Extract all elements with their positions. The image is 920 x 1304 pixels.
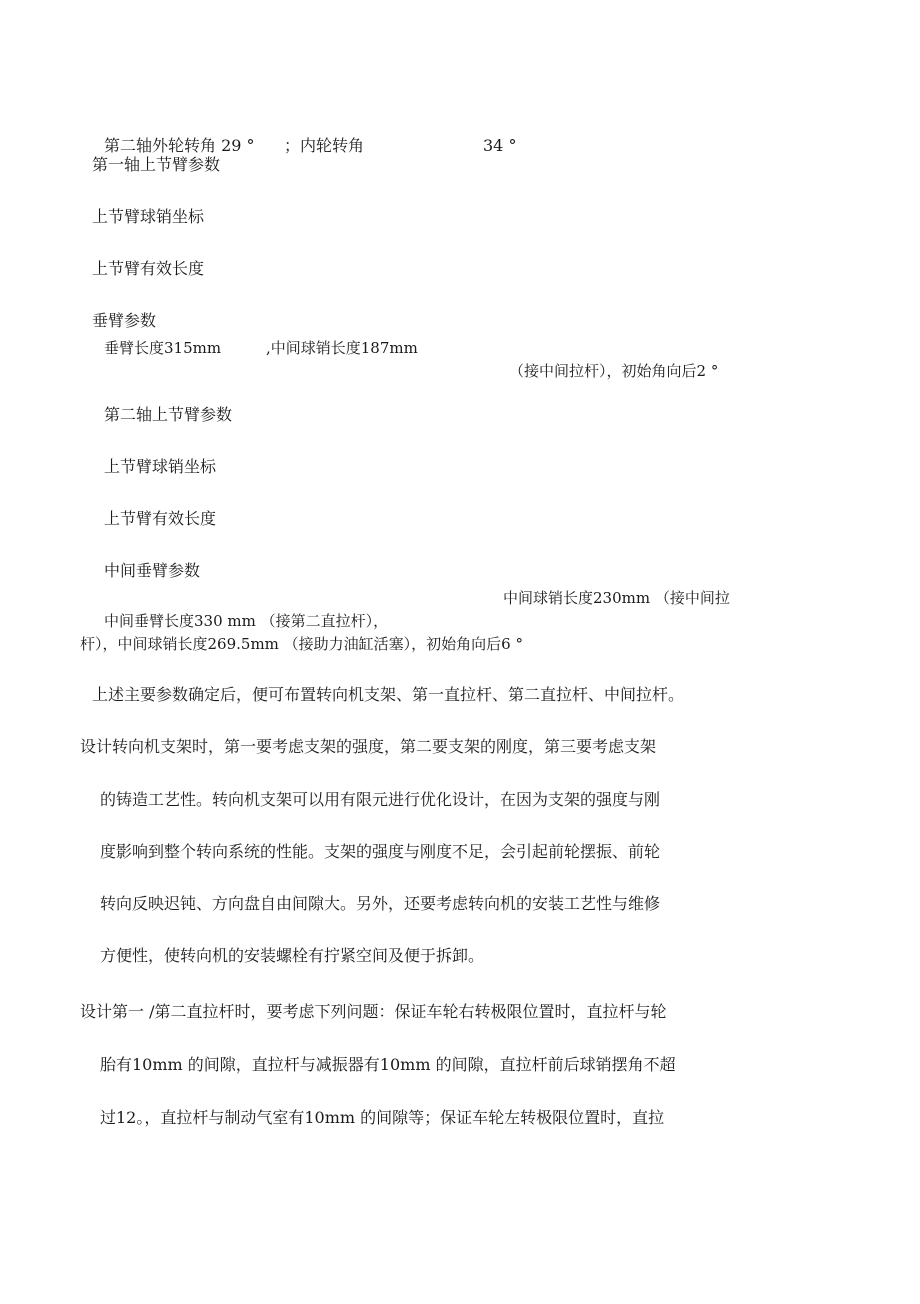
axle2-upper-arm-heading: 第二轴上节臂参数: [104, 405, 233, 424]
middle-drop-arm-continuation: 杆），中间球销长度269.5mm （接助力油缸活塞），初始角向后6 °: [80, 635, 523, 653]
bracket-paragraph-line: 的铸造工艺性。转向机支架可以用有限元进行优化设计，在因为支架的强度与刚: [100, 790, 661, 809]
tie-rod-paragraph-line: 胎有10mm 的间隙，直拉杆与减振器有10mm 的间隙，直拉杆前后球销摆角不超: [100, 1055, 676, 1074]
axle2-outer-angle: 第二轴外轮转角 29 °: [104, 136, 255, 155]
bracket-paragraph-line: 度影响到整个转向系统的性能。支架的强度与刚度不足，会引起前轮摆振、前轮: [100, 842, 661, 861]
drop-arm-continuation: （接中间拉杆），初始角向后2 °: [509, 362, 719, 380]
drop-arm-heading: 垂臂参数: [92, 311, 157, 330]
layout-intro-paragraph: 上述主要参数确定后，便可布置转向机支架、第一直拉杆、第二直拉杆、中间拉杆。: [92, 685, 685, 704]
axle2-inner-angle-label: ；内轮转角: [284, 136, 365, 155]
tie-rod-paragraph-line: 过12。，直拉杆与制动气室有10mm 的间隙等；保证车轮左转极限位置时，直拉: [100, 1108, 665, 1127]
middle-drop-arm-heading: 中间垂臂参数: [104, 561, 201, 580]
axle2-ball-pin-coords: 上节臂球销坐标: [104, 457, 217, 476]
drop-arm-length: 垂臂长度315mm: [104, 339, 222, 357]
bracket-paragraph-line: 设计转向机支架时，第一要考虑支架的强度，第二要支架的刚度，第三要考虑支架: [80, 737, 657, 756]
axle2-effective-length: 上节臂有效长度: [104, 509, 217, 528]
axle1-ball-pin-coords: 上节臂球销坐标: [92, 207, 205, 226]
middle-drop-arm-length: 中间垂臂长度330 mm （接第二直拉杆），: [104, 612, 389, 630]
axle2-inner-angle-value: 34 °: [483, 136, 517, 155]
bracket-paragraph-line: 转向反映迟钝、方向盘自由间隙大。另外，还要考虑转向机的安装工艺性与维修: [100, 894, 661, 913]
drop-arm-middle-pin: ,中间球销长度187mm: [266, 339, 418, 357]
axle1-upper-arm-heading: 第一轴上节臂参数: [92, 155, 221, 174]
axle1-effective-length: 上节臂有效长度: [92, 259, 205, 278]
bracket-paragraph-line: 方便性，使转向机的安装螺栓有拧紧空间及便于拆卸。: [100, 946, 485, 965]
middle-drop-arm-right-fragment: 中间球销长度230mm （接中间拉: [503, 589, 730, 607]
tie-rod-paragraph-line: 设计第一 /第二直拉杆时，要考虑下列问题：保证车轮右转极限位置时，直拉杆与轮: [80, 1002, 667, 1021]
